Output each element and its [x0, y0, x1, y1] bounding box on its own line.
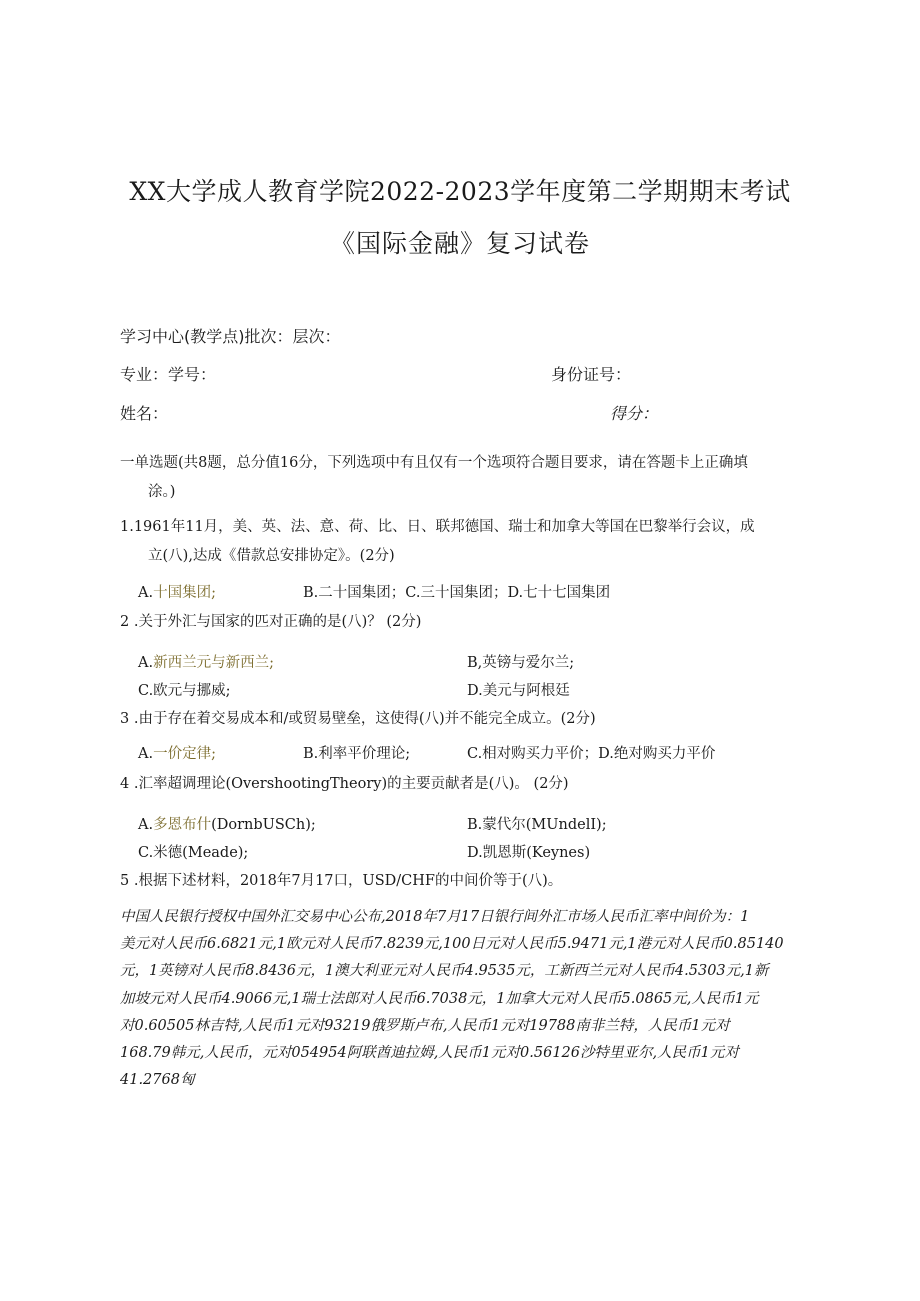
question-2-option-d: D.美元与阿根廷 — [467, 683, 570, 699]
section-heading: 一单选题(共8题，总分值16分，下列选项中有且仅有一个选项符合题目要求，请在答题卡上正确填 — [120, 455, 748, 471]
option-a-suffix: (DornbUSCh); — [211, 817, 316, 833]
question-4: 4 .汇率超调理论(OvershootingTheory)的主要贡献者是(八)。 (2分) — [120, 776, 569, 792]
option-a-prefix: A. — [138, 585, 154, 601]
question-3-option-a — [138, 742, 216, 763]
question-4-option-b: B.蒙代尔(MUndelI); — [467, 817, 607, 833]
option-a-text: 多恩布什 — [153, 817, 212, 833]
question-2-option-b: B,英镑与爱尔兰; — [467, 655, 575, 671]
question-2-option-a — [138, 651, 274, 672]
question-5: 5 .根据下述材料，2018年7月17口，USD/CHF的中间价等于(八)。 — [120, 873, 563, 889]
question-1-options-bcd: B.二十国集团；C.三十国集团；D.七十七国集团 — [303, 585, 611, 601]
question-4-option-d: D.凯恩斯(Keynes) — [467, 845, 591, 861]
material-line: 加坡元对人民币4.9066元,1瑞士法郎对人民币6.7038元，1加拿大元对人民币5.0865元,人民币1元 — [120, 990, 759, 1007]
exam-title: XX大学成人教育学院2022-2023学年度第二学期期末考试 — [129, 177, 791, 206]
question-1: 1.1961年11月，美、英、法、意、荷、比、日、联邦德国、瑞士和加拿大等国在巴黎举行会议，成 — [120, 519, 755, 535]
question-1-option-a — [138, 581, 216, 602]
question-3-option-b: B.利率平价理论; — [303, 746, 411, 762]
material-line: 中国人民银行授权中国外汇交易中心公布,2018年7月17日银行间外汇市场人民币汇率中间价为：1 — [120, 909, 750, 925]
info-id-card: 身份证号： — [551, 365, 632, 384]
material-line: 168.79韩元,人民币，元对054954阿联酋迪拉姆,人民币1元对0.56126沙特里亚尔,人民币1元对 — [120, 1045, 739, 1062]
option-a-text: 新西兰元与新西兰; — [153, 655, 274, 671]
info-major-student-id: 专业：学号： — [120, 365, 217, 384]
section-heading-cont: 涂。) — [148, 484, 176, 500]
option-a-text: 一价定律; — [153, 746, 216, 762]
question-4-option-a — [138, 813, 316, 834]
info-score: 得分： — [610, 404, 659, 423]
question-5-material — [120, 904, 810, 1094]
question-2-option-c: C.欧元与挪威; — [138, 683, 231, 699]
question-2: 2 .关于外汇与国家的匹对正确的是(八)？ (2分) — [120, 614, 422, 630]
option-a-prefix: A. — [138, 817, 154, 833]
question-4-option-c: C.米德(Meade); — [138, 845, 249, 861]
question-1-cont: 立(八),达成《借款总安排协定》。(2分) — [148, 548, 395, 564]
material-line: 美元对人民币6.6821元,1欧元对人民币7.8239元,100日元对人民币5.9471元,1港元对人民币0.85140 — [120, 936, 784, 953]
option-a-text: 十国集团; — [153, 585, 216, 601]
material-line: 元，1英镑对人民币8.8436元，1澳大利亚元对人民币4.9535元，工新西兰元对人民币4.5303元,1新 — [120, 963, 769, 980]
material-line: 41.2768匈 — [120, 1072, 195, 1089]
info-name: 姓名： — [120, 404, 169, 423]
question-3-options-cd: C.相对购买力平价；D.绝对购买力平价 — [467, 746, 716, 762]
material-line: 对0.60505林吉特,人民币1元对93219俄罗斯卢布,人民币1元对19788南非兰特，人民币1元对 — [120, 1017, 730, 1034]
exam-subtitle: 《国际金融》复习试卷 — [329, 229, 590, 258]
option-a-prefix: A. — [138, 655, 154, 671]
info-center-batch-level: 学习中心(教学点)批次：层次： — [120, 327, 341, 346]
option-a-prefix: A. — [138, 746, 154, 762]
question-3: 3 .由于存在着交易成本和/或贸易壁垒，这使得(八)并不能完全成立。(2分) — [120, 711, 596, 727]
